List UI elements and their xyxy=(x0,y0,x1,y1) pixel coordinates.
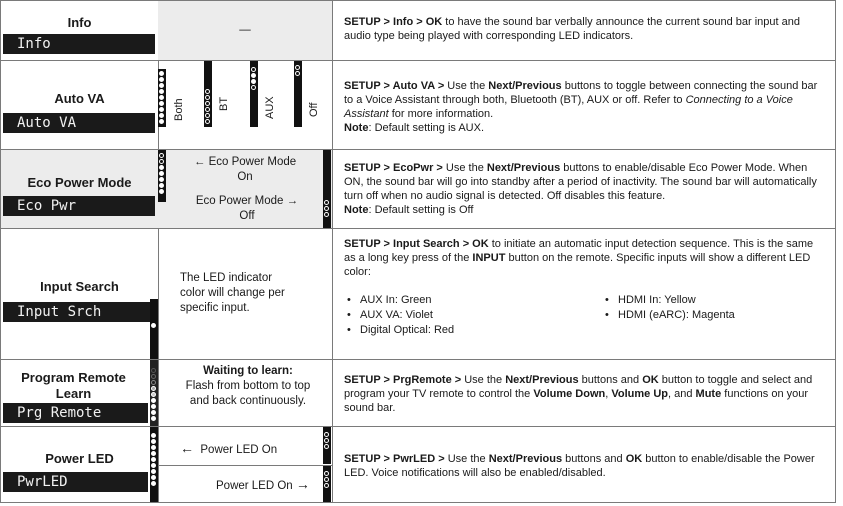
led-color-list-right xyxy=(602,293,735,337)
menu-path: SETUP > Info > OK xyxy=(344,16,443,28)
setting-title: Program Remote Learn xyxy=(21,370,126,401)
setting-cell xyxy=(1,360,159,426)
indicator-cell xyxy=(158,61,333,149)
setting-cell xyxy=(1,427,159,502)
indicator-cell xyxy=(158,229,333,359)
setting-title: Power LED xyxy=(45,451,114,466)
led-strip xyxy=(150,427,158,502)
led-color-list-left xyxy=(344,293,602,337)
led-dots xyxy=(159,153,164,194)
eco-off-indicator: Eco Power Mode → Off xyxy=(195,195,299,222)
menu-path: SETUP > Auto VA > xyxy=(344,80,445,92)
power-led-off-indicator: Power LED On → xyxy=(216,476,310,492)
list-item: • Digital Optical: Red xyxy=(344,323,602,337)
led-strip-off xyxy=(323,150,331,228)
led-dots xyxy=(295,65,300,76)
mode-label-aux: AUX xyxy=(264,96,276,119)
setting-cell xyxy=(1,150,159,228)
setting-cell xyxy=(1,1,159,60)
row-program-remote xyxy=(0,359,836,427)
display-readout: Input Srch xyxy=(3,302,155,322)
setting-title: Auto VA xyxy=(54,91,105,106)
note-text: : Default setting is Off xyxy=(368,204,474,216)
row-power-led xyxy=(0,426,836,503)
setting-title: Eco Power Mode xyxy=(27,175,132,190)
led-dots xyxy=(324,200,329,217)
menu-path: SETUP > Input Search > OK xyxy=(344,238,489,250)
indicator-text: The LED indicator color will change per specific input. xyxy=(180,272,285,314)
description-cell: SETUP > PwrLED > Use the Next/Previous buttons and OK button to enable/disable the Power LED. Voice notifications will also be enabled/disabled. xyxy=(344,453,815,479)
indicator-dash: — xyxy=(239,24,251,36)
led-dots xyxy=(159,71,164,124)
mode-label-bt: BT xyxy=(218,96,230,111)
indicator-cell xyxy=(158,427,333,502)
row-eco-power xyxy=(0,149,836,229)
note-label: Note xyxy=(344,204,369,216)
note-label: Note xyxy=(344,122,369,134)
learn-indicator: Waiting to learn: Flash from bottom to top and back continuously. xyxy=(185,365,311,407)
display-readout: Auto VA xyxy=(3,113,155,133)
led-dots xyxy=(205,89,210,124)
list-item: • AUX VA: Violet xyxy=(344,308,602,322)
led-strip-off-right xyxy=(323,466,331,502)
row-input-search xyxy=(0,228,836,360)
mode-label-off: Off xyxy=(308,102,320,117)
led-dots xyxy=(151,323,156,328)
note-text: : Default setting is AUX. xyxy=(368,122,485,134)
description-cell: SETUP > Auto VA > Use the Next/Previous buttons to toggle between connecting the sound bar to a Voice Assistant through both, Bluetooth (BT), AUX or off. Refer to Connecting to a Voice Assistant for more information. Note: Default setting is AUX. xyxy=(344,80,818,134)
power-led-on-indicator: ← Power LED On xyxy=(180,440,278,456)
description-cell: SETUP > PrgRemote > Use the Next/Previous buttons and OK button to toggle and select and program your TV remote to control the Volume Down, Volume Up, and Mute functions on your sound bar. xyxy=(344,374,813,414)
led-dots xyxy=(324,471,329,488)
description-cell xyxy=(332,1,835,60)
led-strip-bt xyxy=(204,61,212,127)
led-dots xyxy=(151,368,156,421)
indicator-cell xyxy=(158,150,333,228)
led-dots xyxy=(151,433,156,486)
display-readout: Eco Pwr xyxy=(3,196,155,216)
arrow-right-icon: → xyxy=(286,195,299,207)
mode-label-both: Both xyxy=(173,98,185,121)
led-dots xyxy=(251,67,256,90)
led-strip-off xyxy=(294,61,302,127)
menu-path: SETUP > PwrLED > xyxy=(344,453,445,465)
list-item: • HDMI (eARC): Magenta xyxy=(602,308,735,322)
arrow-left-icon: ← xyxy=(193,156,206,168)
eco-on-indicator: ← Eco Power Mode On xyxy=(193,156,297,183)
display-readout: PwrLED xyxy=(3,472,148,492)
description-cell: SETUP > Input Search > OK to initiate an automatic input detection sequence. This is the same as a long key press of the INPUT button on the remote. Specific inputs will show a different LED color: • AUX In: Green • AUX VA: Violet • Digital Optical: Red • HDMI In: Yellow • HDMI (eARC): Magenta xyxy=(332,229,835,359)
setting-cell xyxy=(1,229,159,359)
display-readout: Prg Remote xyxy=(3,403,148,423)
description-cell: SETUP > EcoPwr > Use the Next/Previous buttons to enable/disable Eco Power Mode. When ON, the sound bar will go into standby after a period of inactivity. The sound bar will automatically turn off when no audio signal is detected. Off disables this feature. Note: Default setting is Off xyxy=(344,162,817,216)
menu-path: SETUP > EcoPwr > xyxy=(344,162,443,174)
arrow-left-icon: ← xyxy=(180,440,194,456)
led-strip-on xyxy=(158,150,166,202)
led-strip-both xyxy=(158,69,166,127)
setting-title: Info xyxy=(67,15,92,30)
led-dots xyxy=(324,432,329,449)
list-item: • HDMI In: Yellow xyxy=(602,293,735,307)
row-auto-va xyxy=(0,60,836,150)
indicator-cell xyxy=(158,360,333,426)
row-info xyxy=(0,0,836,61)
led-strip-aux xyxy=(250,61,258,127)
setting-title: Input Search xyxy=(40,279,119,294)
arrow-right-icon: → xyxy=(295,476,310,492)
led-strip xyxy=(150,299,158,359)
menu-path: SETUP > PrgRemote > xyxy=(344,374,462,386)
led-strip-on-right xyxy=(323,427,331,464)
display-readout: Info xyxy=(3,34,155,54)
list-item: • AUX In: Green xyxy=(344,293,602,307)
setting-cell xyxy=(1,61,159,149)
indicator-cell xyxy=(158,1,333,60)
description-text: to have the sound bar verbally announce the current sound bar input and audio type being played with corresponding LED indicators. xyxy=(344,16,800,42)
led-strip xyxy=(150,360,158,426)
